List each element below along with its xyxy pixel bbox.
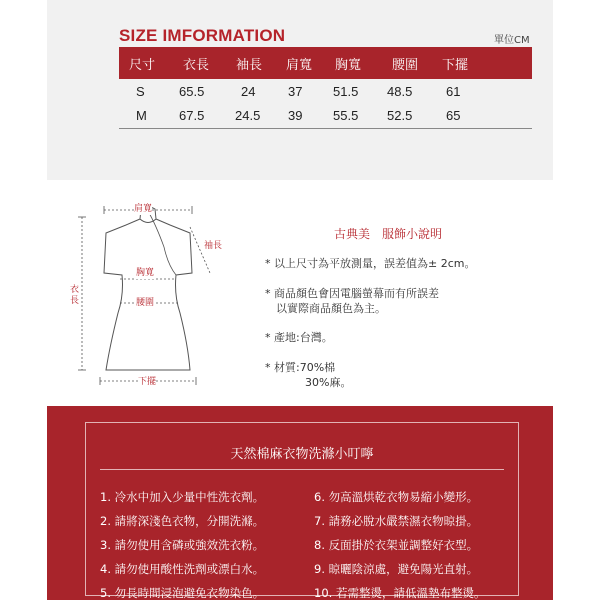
header-waist: 腰圍 xyxy=(392,58,419,73)
cell-sleeve: 24 xyxy=(241,84,256,99)
header-shoulder: 肩寬 xyxy=(286,58,313,73)
cell-hem: 61 xyxy=(446,84,461,99)
table-row xyxy=(119,106,532,129)
care-item: 7. 請務必脫水嚴禁濕衣物晾掛。 xyxy=(314,514,479,528)
garment-measurement-diagram xyxy=(68,195,238,395)
header-length: 衣長 xyxy=(183,58,210,73)
note-item xyxy=(265,286,439,316)
care-item: 4. 請勿使用酸性洗劑或漂白水。 xyxy=(100,562,265,576)
washing-care-panel xyxy=(47,406,553,600)
note-item xyxy=(265,360,351,390)
cell-length: 65.5 xyxy=(179,84,205,99)
cell-sleeve: 24.5 xyxy=(235,108,261,123)
label-shoulder: 肩寬 xyxy=(134,204,153,214)
cell-size: S xyxy=(136,84,145,99)
note-line: * 產地:台灣。 xyxy=(265,331,333,344)
cell-length: 67.5 xyxy=(179,108,205,123)
header-sleeve: 袖長 xyxy=(236,58,263,73)
size-title: SIZE IMFORMATION xyxy=(119,26,286,45)
care-item: 3. 請勿使用含磷或強效洗衣粉。 xyxy=(100,538,265,552)
care-item: 1. 冷水中加入少量中性洗衣劑。 xyxy=(100,490,265,504)
cell-shoulder: 37 xyxy=(288,84,303,99)
header-size: 尺寸 xyxy=(129,58,156,73)
cell-chest: 51.5 xyxy=(333,84,359,99)
care-item: 5. 勿長時間浸泡避免衣物染色。 xyxy=(100,586,265,600)
care-item: 10. 若需整燙，請低溫墊布整燙。 xyxy=(314,586,486,600)
care-item: 9. 晾曬陰涼處，避免陽光直射。 xyxy=(314,562,479,576)
note-line: * 材質:70%棉 xyxy=(265,361,336,374)
care-item: 6. 勿高溫烘乾衣物易縮小變形。 xyxy=(314,490,479,504)
cell-chest: 55.5 xyxy=(333,108,359,123)
note-line: 以實際商品顏色為主。 xyxy=(276,302,386,315)
cell-waist: 52.5 xyxy=(387,108,413,123)
note-line: * 商品顏色會因電腦螢幕而有所誤差 xyxy=(265,287,439,300)
note-item xyxy=(265,330,333,345)
table-row xyxy=(119,82,532,104)
care-title: 天然棉麻衣物洗滌小叮嚀 xyxy=(230,447,374,462)
care-frame xyxy=(85,422,519,600)
care-item: 2. 請將深淺色衣物，分開洗滌。 xyxy=(100,514,265,528)
header-hem: 下擺 xyxy=(442,58,469,73)
header-chest: 胸寬 xyxy=(335,58,362,73)
label-hem: 下擺 xyxy=(138,377,157,387)
divider xyxy=(100,469,504,470)
size-table-header xyxy=(119,47,532,79)
label-waist: 腰圍 xyxy=(136,298,155,308)
label-length: 衣長 xyxy=(70,285,80,306)
size-information-panel xyxy=(47,0,553,180)
note-item xyxy=(265,256,475,271)
cell-shoulder: 39 xyxy=(288,108,303,123)
cell-size: M xyxy=(136,108,147,123)
cell-hem: 65 xyxy=(446,108,461,123)
size-unit: 單位CM xyxy=(494,35,530,46)
cell-waist: 48.5 xyxy=(387,84,413,99)
care-item: 8. 反面掛於衣架並調整好衣型。 xyxy=(314,538,479,552)
note-line: 30%麻。 xyxy=(305,376,352,389)
label-chest: 胸寬 xyxy=(136,268,155,278)
label-sleeve: 袖長 xyxy=(204,241,223,251)
notes-title: 古典美 服飾小說明 xyxy=(334,227,443,241)
garment-outline-icon xyxy=(68,195,238,395)
note-line: * 以上尺寸為平放測量，誤差值為± 2cm。 xyxy=(265,257,476,270)
